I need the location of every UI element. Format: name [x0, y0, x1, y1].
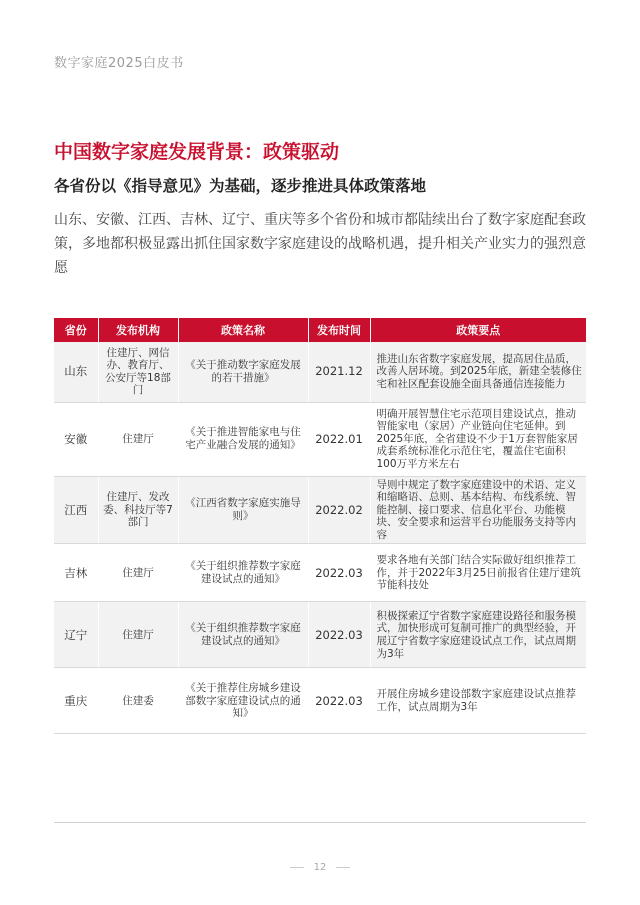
cell-province: 山东: [54, 342, 98, 402]
cell-policy: 《关于推荐住房城乡建设部数字家庭建设试点的通知》: [178, 668, 308, 734]
table-header-row: [54, 318, 586, 342]
cell-province: 江西: [54, 476, 98, 544]
cell-policy: 《关于推动数字家庭发展的若干措施》: [178, 342, 308, 402]
cell-points: 推进山东省数字家庭发展，提高居住品质，改善人居环境。到2025年底，新建全装修住宅和社区配套设施全面具备通信连接能力: [370, 342, 586, 402]
cell-date: 2022.01: [308, 402, 370, 476]
section-title: 中国数字家庭发展背景：政策驱动: [54, 141, 340, 163]
cell-points: 积极探索辽宁省数字家庭建设路径和服务模式，加快形成可复制可推广的典型经验，开展辽宁省数字家庭建设试点工作，试点周期为3年: [370, 602, 586, 668]
column-header-policy: 政策名称: [178, 318, 308, 342]
cell-policy: 《关于推进智能家电与住宅产业融合发展的通知》: [178, 402, 308, 476]
policy-table: [54, 318, 586, 734]
cell-points: 明确开展智慧住宅示范项目建设试点，推动智能家电（家居）产业链向住宅延伸。到2025年底，全省建设不少于1万套智能家居成套系统标准化示范住宅，覆盖住宅面积100万平方米左右: [370, 402, 586, 476]
cell-province: 重庆: [54, 668, 98, 734]
cell-agency: 住建厅: [98, 402, 178, 476]
page-number-value: 12: [313, 862, 327, 873]
column-header-points: 政策要点: [370, 318, 586, 342]
table-row: [54, 402, 586, 476]
cell-date: 2022.03: [308, 668, 370, 734]
cell-agency: 住建委: [98, 668, 178, 734]
cell-province: 辽宁: [54, 602, 98, 668]
cell-policy: 《关于组织推荐数字家庭建设试点的通知》: [178, 544, 308, 602]
page-number: [0, 862, 640, 873]
cell-points: 导则中规定了数字家庭建设中的术语、定义和缩略语、总则、基本结构、布线系统、智能控制、接口要求、信息化平台、功能模块、安全要求和运营平台功能服务支持等内容: [370, 476, 586, 544]
column-header-agency: 发布机构: [98, 318, 178, 342]
table-row: [54, 476, 586, 544]
table-row: [54, 602, 586, 668]
intro-paragraph: 山东、安徽、江西、吉林、辽宁、重庆等多个省份和城市都陆续出台了数字家庭配套政策，多地都积极显露出抓住国家数字家庭建设的战略机遇，提升相关产业实力的强烈意愿: [54, 212, 586, 276]
cell-points: 要求各地有关部门结合实际做好组织推荐工作，并于2022年3月25日前报省住建厅建筑节能科技处: [370, 544, 586, 602]
table-row: [54, 668, 586, 734]
page-number-right-dash: [336, 867, 350, 868]
cell-date: 2022.02: [308, 476, 370, 544]
cell-province: 安徽: [54, 402, 98, 476]
cell-agency: 住建厅: [98, 544, 178, 602]
cell-agency: 住建厅、网信办、教育厅、公安厅等18部门: [98, 342, 178, 402]
cell-province: 吉林: [54, 544, 98, 602]
cell-agency: 住建厅: [98, 602, 178, 668]
table-row: [54, 544, 586, 602]
cell-points: 开展住房城乡建设部数字家庭建设试点推荐工作，试点周期为3年: [370, 668, 586, 734]
cell-date: 2022.03: [308, 602, 370, 668]
section-subtitle: 各省份以《指导意见》为基础，逐步推进具体政策落地: [54, 177, 427, 195]
cell-policy: 《关于组织推荐数字家庭建设试点的通知》: [178, 602, 308, 668]
column-header-date: 发布时间: [308, 318, 370, 342]
footer-divider: [54, 822, 586, 823]
cell-date: 2021.12: [308, 342, 370, 402]
table-row: [54, 342, 586, 402]
column-header-province: 省份: [54, 318, 98, 342]
cell-agency: 住建厅、发改委、科技厅等7部门: [98, 476, 178, 544]
cell-date: 2022.03: [308, 544, 370, 602]
cell-policy: 《江西省数字家庭实施导则》: [178, 476, 308, 544]
document-header-title: 数字家庭2025白皮书: [54, 56, 184, 71]
page-number-left-dash: [290, 867, 304, 868]
